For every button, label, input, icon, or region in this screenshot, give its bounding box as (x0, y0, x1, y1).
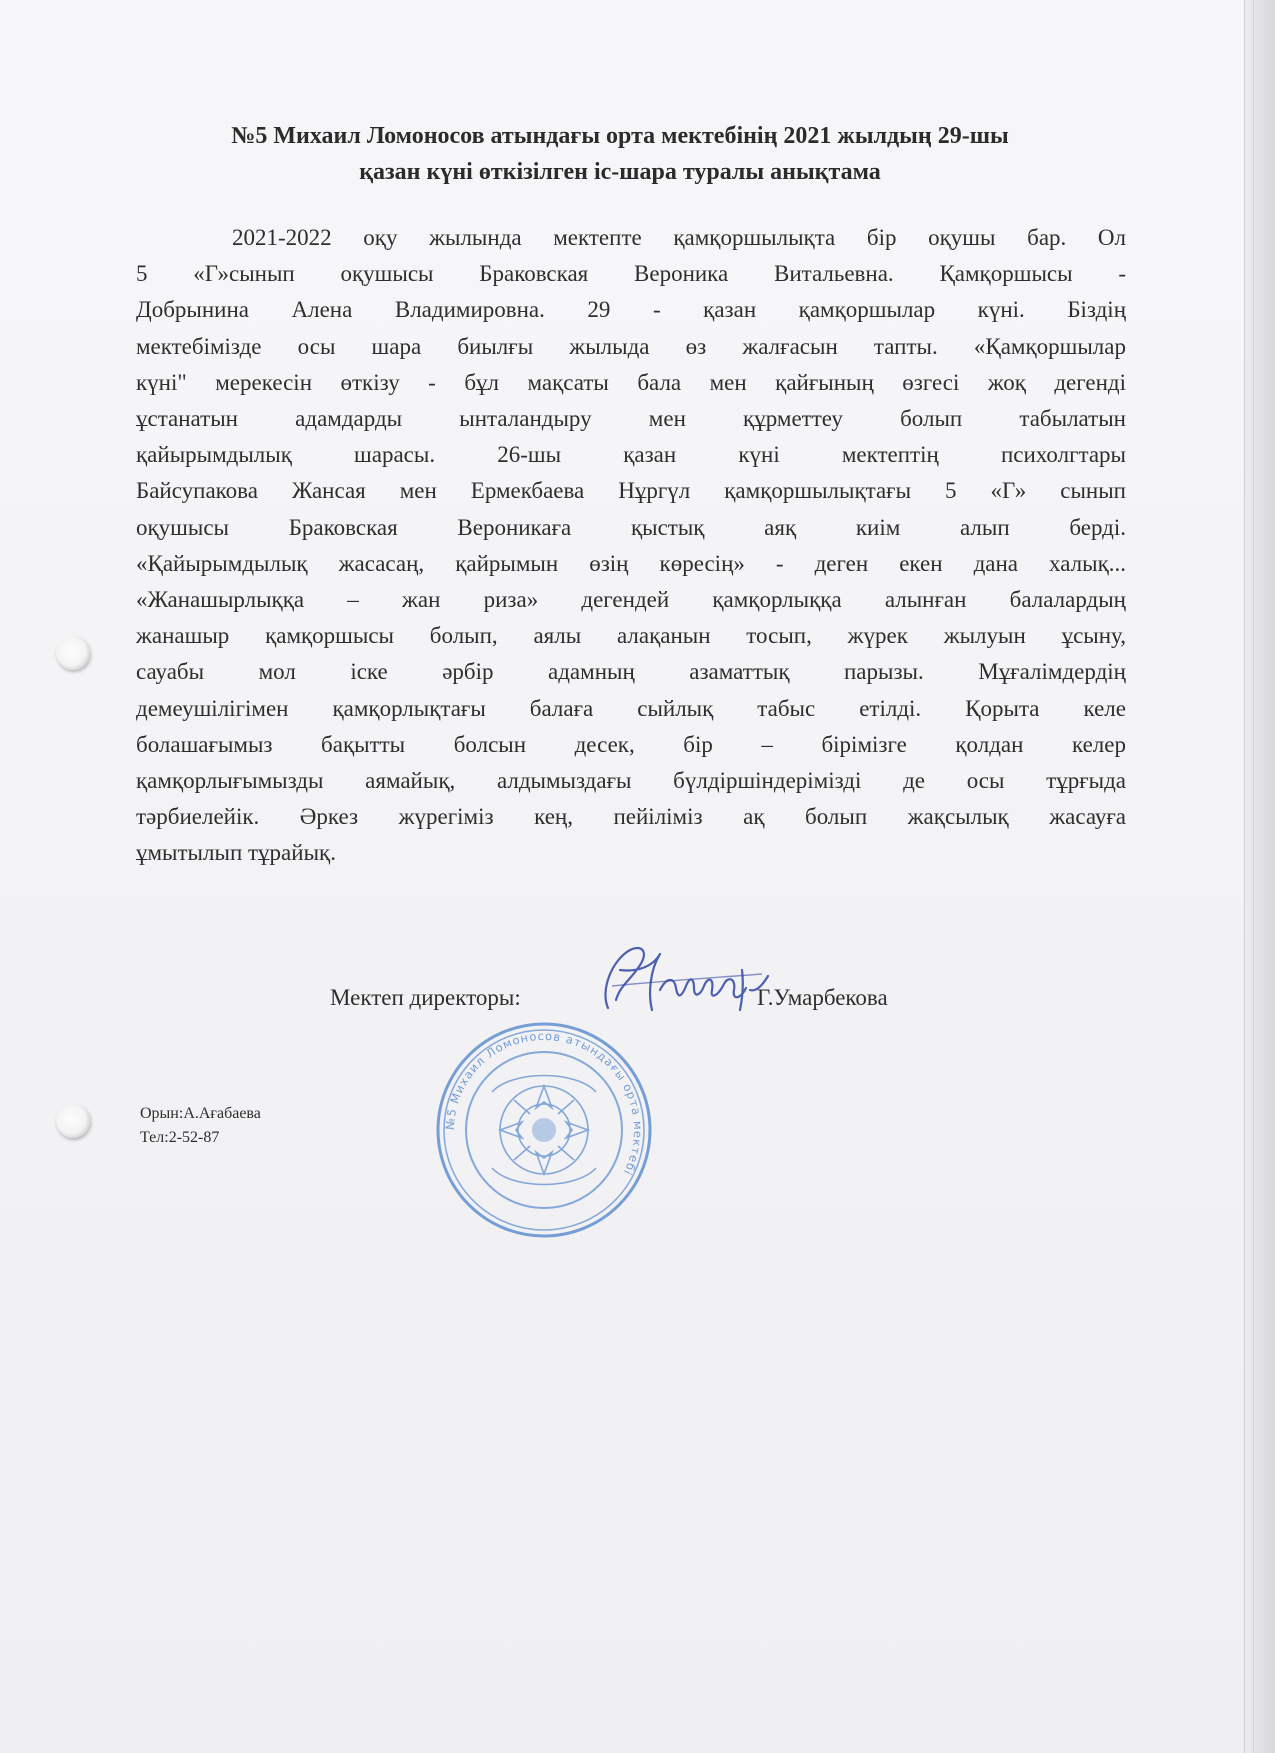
signature-name: Г.Умарбекова (757, 985, 888, 1010)
title-line-2: қазан күні өткізілген іс-шара туралы анықтама (359, 159, 881, 185)
body-line: Байсупакова Жансая мен Ермекбаева Нұргүл қамқоршылықтағы 5 «Г» сынып (136, 478, 1126, 504)
signature-label: Мектеп директоры: (330, 985, 521, 1010)
body-line: 5 «Г»сынып оқушысы Браковская Вероника Витальевна. Қамқоршысы - (136, 261, 1126, 287)
document-title (140, 118, 1100, 190)
punch-hole-bottom (56, 1104, 90, 1138)
handwritten-signature (590, 930, 775, 1025)
body-line: сауабы мол іске әрбір адамның азаматтық парызы. Мұғалімдердің (136, 659, 1126, 685)
body-line: жанашыр қамқоршысы болып, аялы алақанын тосып, жүрек жылуын ұсыну, (136, 623, 1126, 649)
body-line: демеушілігімен қамқорлықтағы балаға сыйлық табыс етілді. Қорыта келе (136, 695, 1126, 721)
document-body (136, 220, 1126, 872)
official-stamp (432, 1018, 656, 1242)
body-line: «Қайырымдылық жасасаң, қайрымын өзің көресің» - деген екен дана халық... (136, 550, 1126, 576)
body-line: ұмытылып тұрайық. (136, 840, 336, 866)
punch-hole-top (56, 636, 90, 670)
body-line: мектебімізде осы шара биылғы жылыда өз жалғасын тапты. «Қамқоршылар (136, 333, 1126, 359)
body-line: қайырымдылық шарасы. 26-шы қазан күні мектептің психолгтары (136, 442, 1126, 468)
contact-author: Орын:А.Ағабаева (140, 1105, 261, 1122)
body-line: «Жанашырлыққа – жан риза» дегендей қамқорлыққа алынған балалардың (136, 587, 1126, 613)
body-line: қамқорлығымызды аямайық, алдымыздағы бүлдіршіндерімізді де осы тұрғыда (136, 768, 1126, 794)
stamp-text: №5 Михаил Ломоносов атындағы орта мектебі (442, 1028, 646, 1179)
body-line: оқушысы Браковская Вероникаға қыстық аяқ киім алып берді. (136, 514, 1126, 540)
body-line: ұстанатын адамдарды ынталандыру мен құрметтеу болып табылатын (136, 406, 1126, 432)
body-line: Добрынина Алена Владимировна. 29 - қазан қамқоршылар күні. Біздің (136, 297, 1126, 323)
body-line: болашағымыз бақытты болсын десек, бір – бірімізге қолдан келер (136, 731, 1126, 757)
body-line: күні" мерекесін өткізу - бұл мақсаты бала мен қайғының өзгесі жоқ дегенді (136, 369, 1126, 395)
title-line-1: №5 Михаил Ломоносов атындағы орта мектебінің 2021 жылдың 29-шы (231, 123, 1009, 149)
body-line: 2021-2022 оқу жылында мектепте қамқоршылықта бір оқушы бар. Ол (232, 225, 1126, 250)
contact-phone: Тел:2-52-87 (140, 1129, 220, 1146)
body-line: тәрбиелейік. Әркез жүрегіміз кең, пейіліміз ақ болып жақсылық жасауға (136, 804, 1126, 830)
contact-info (140, 1102, 261, 1150)
page-edge-shadow (1244, 0, 1275, 1753)
